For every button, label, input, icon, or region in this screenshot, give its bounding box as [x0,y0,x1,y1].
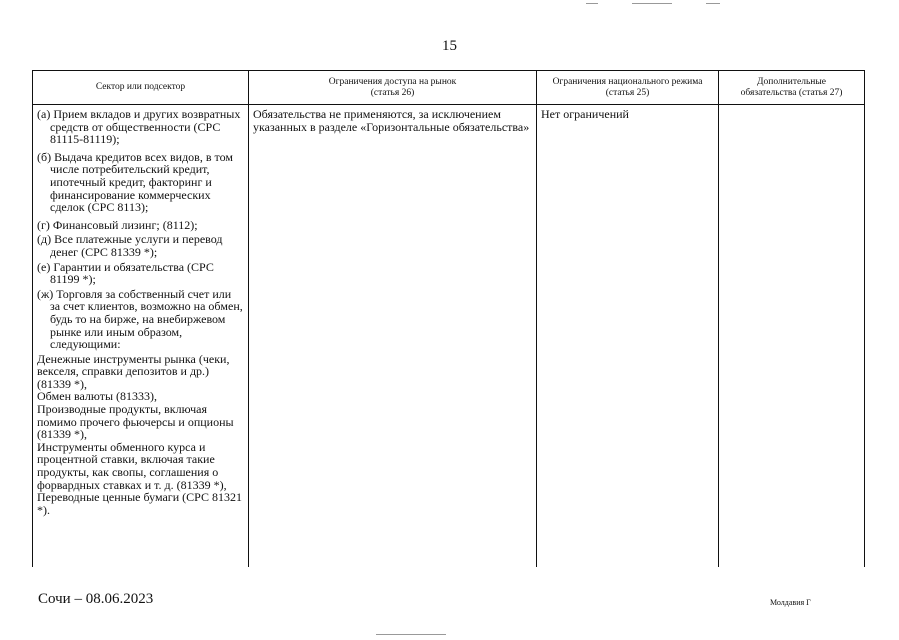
footer-place-date: Сочи – 08.06.2023 [38,591,154,607]
scan-artifact [586,3,598,4]
sector-subitem: Обмен валюты (81333), [37,389,158,404]
header-additional-commitments: Дополнительные обязательства (статья 27) [719,71,865,105]
national-treatment-cell [537,105,719,568]
header-sector: Сектор или подсектор [33,71,249,105]
header-national-treatment: Ограничения национального режима (статья 25) [537,71,719,105]
sector-subitem: Переводные ценные бумаги (СРС 81321 *). [37,490,242,517]
additional-commitments-cell [719,105,865,568]
market-access-cell [249,105,537,568]
scan-artifact [706,3,720,4]
sector-subitem: Производные продукты, включая помимо прочего фьючерсы и опционы (81339 *), [37,402,234,442]
sector-cell [33,105,249,568]
header-market-access: Ограничения доступа на рынок (статья 26) [249,71,537,105]
sector-item: (а) Прием вкладов и других возвратных средств от общественности (СРС 81115-81119); [37,107,241,147]
sector-item: (д) Все платежные услуги и перевод денег (СРС 81339 *); [37,232,223,259]
table-header-row [33,71,865,105]
sector-subitem: Денежные инструменты рынка (чеки, векселя, справки депозитов и др.) (81339 *), [37,351,230,391]
scan-artifact [632,3,672,4]
table-row [33,105,865,568]
sector-item: (г) Финансовый лизинг; (8112); [37,217,198,232]
additional-commitments-text [719,105,864,108]
market-access-text: Обязательства не применяются, за исключением указанных в разделе «Горизонтальные обязательства» [253,107,530,134]
sector-item: (б) Выдача кредитов всех видов, в том числе потребительский кредит, ипотечный кредит, факторинг и финансирование коммерческих сделок (СРС 8113); [37,149,233,215]
national-treatment-text: Нет ограничений [541,107,629,121]
sector-item: (ж) Торговля за собственный счет или за счет клиентов, возможно на обмен, будь то на бирже, на внебиржевом рынке или иным образом, следующими: [37,286,243,352]
footer-country: Молдавия Г [770,598,811,607]
page-number: 15 [442,38,457,54]
commitments-table [32,70,865,567]
sector-item: (е) Гарантии и обязательства (СРС 81199 *); [37,259,214,287]
sector-subitem: Инструменты обменного курса и процентной ставки, включая такие продукты, как свопы, соглашения о форвардных ставках и т. д. (81339 *), [37,439,227,492]
scan-artifact [376,634,446,635]
